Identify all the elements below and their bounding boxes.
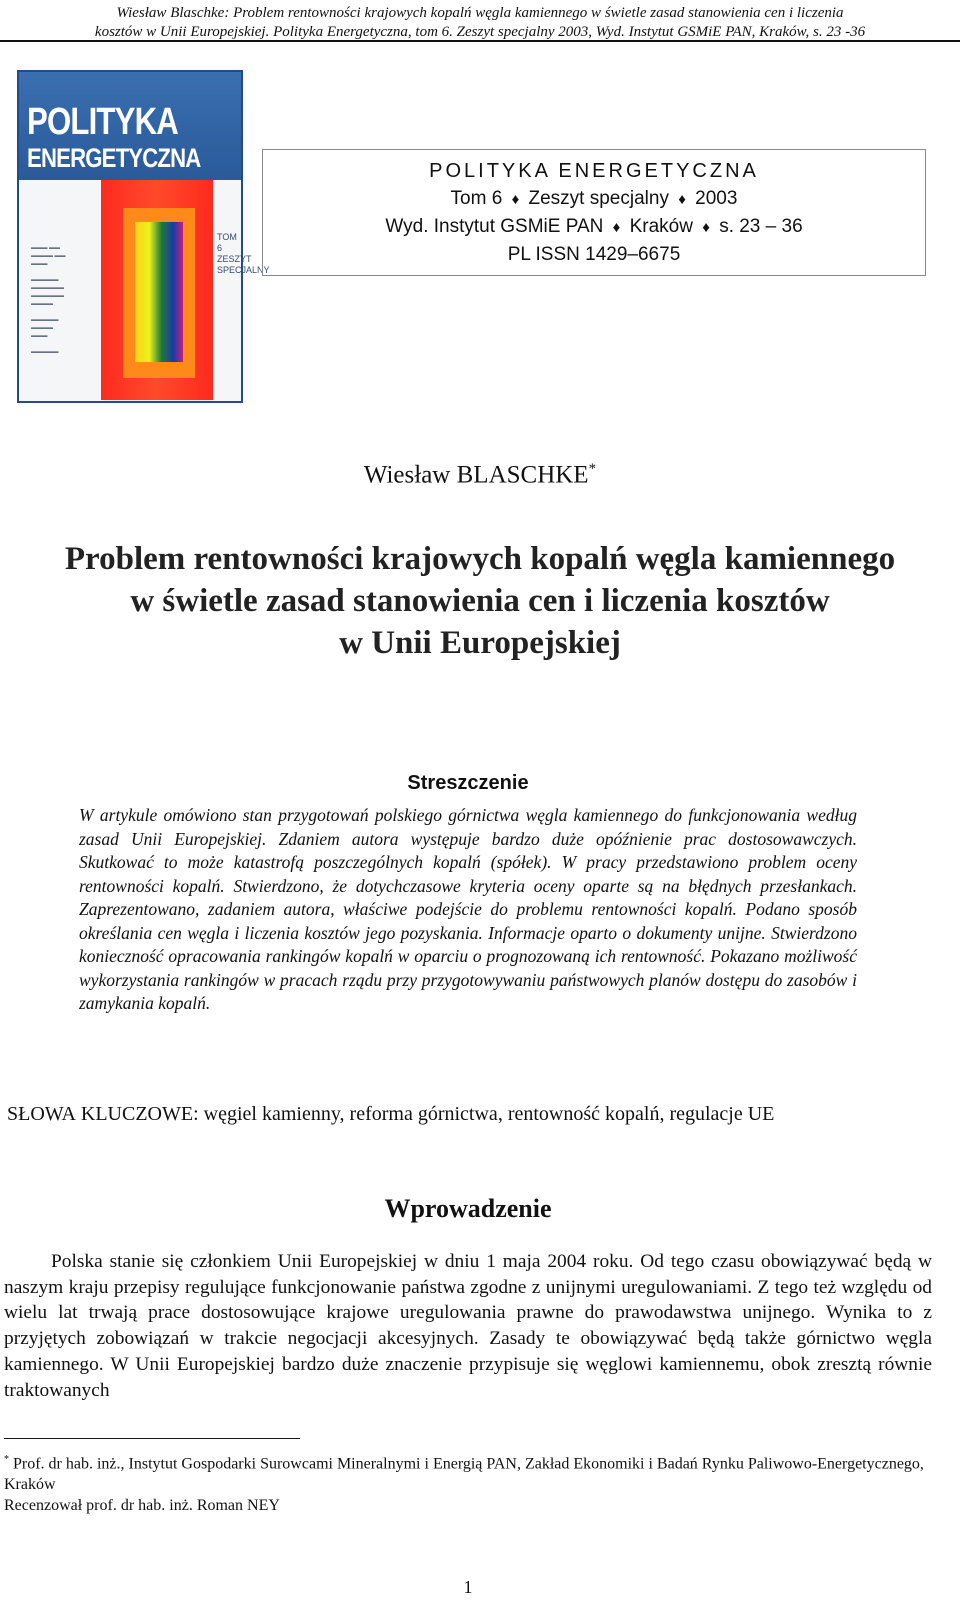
keywords-list: węgiel kamienny, reforma górnictwa, rentowność kopalń, regulacje UE — [203, 1103, 775, 1125]
page-number: 1 — [463, 1577, 473, 1597]
running-header — [0, 4, 960, 42]
keywords-label-initial-1: S — [7, 1103, 19, 1125]
cover-title-line-1: POLITYKA — [27, 101, 178, 143]
journal-issn: PL ISSN 1429–6675 — [507, 244, 681, 265]
keywords-label-rest-2: LUCZOWE — [95, 1103, 194, 1125]
abstract-heading: Streszczenie — [407, 772, 529, 794]
paper-title — [0, 538, 960, 664]
keywords-colon: : — [193, 1103, 199, 1125]
cover-side-line: TOM — [217, 232, 237, 242]
footnote-mark: * — [4, 1454, 9, 1465]
footnote-divider — [4, 1438, 300, 1439]
paper-title-line-2: w świetle zasad stanowienia cen i liczenia kosztów — [130, 583, 830, 619]
cover-artwork — [101, 180, 213, 400]
footnote — [4, 1449, 924, 1516]
running-header-line-2: kosztów w Unii Europejskiej. Polityka Energetyczna, tom 6. Zeszyt specjalny 2003, Wyd. Instytut GSMiE PAN, Kraków, s. 23 -36 — [94, 24, 866, 40]
cover-title-line-2: ENERGETYCZNA — [27, 143, 201, 173]
cover-side-line: SPECJALNY — [217, 265, 270, 275]
footnote-reviewer: Recenzował prof. dr hab. inż. Roman NEY — [4, 1497, 280, 1515]
author-footnote-mark: * — [588, 461, 597, 477]
diamond-separator-icon: ♦ — [702, 219, 710, 236]
author-surname-rest: LASCHKE — [473, 461, 589, 489]
diamond-separator-icon: ♦ — [511, 191, 520, 208]
journal-year: 2003 — [695, 188, 738, 209]
journal-title: POLITYKA ENERGETYCZNA — [429, 160, 759, 182]
cover-fine-print: ▬▬▬ ▬▬ ▬▬▬▬ ▬▬ ▬▬▬ ▬▬▬▬▬ ▬▬▬▬▬▬ ▬▬▬▬▬▬ ▬▬▬▬ ▬▬▬▬▬ ▬▬▬▬ ▬▬▬ ▬▬▬▬▬ — [31, 245, 66, 355]
keywords-label-initial-2: K — [80, 1103, 96, 1125]
author-surname-initial: B — [456, 461, 474, 489]
cover-side-line: 6 — [217, 243, 223, 253]
paper-title-line-1: Problem rentowności krajowych kopalń węgla kamiennego — [64, 541, 896, 577]
introduction-paragraph: Polska stanie się członkiem Unii Europejskiej w dniu 1 maja 2004 roku. Od tego czasu obowiązywać będą w naszym kraju przepisy regulujące funkcjonowanie państwa zgodne z unijnymi uregulowaniami. Z tego też względu od wielu lat trwają prace dostosowujące krajowe uregulowania prawne do prawodawstwa unijnego. Wynika to z przyjętych zobowiązań w trakcie negocjacji akcesyjnych. Zasady te obowiązywać będą także górnictwo węgla kamiennego. W Unii Europejskiej bardzo duże znaczenie przypisuje się węglowi kamiennemu, obok zresztą równie traktowanych — [4, 1251, 932, 1401]
journal-pages: s. 23 – 36 — [719, 216, 803, 237]
footnote-affiliation-text: Prof. dr hab. inż., Instytut Gospodarki Surowcami Mineralnymi i Energią PAN, Zakład Ekonomiki i Badań Rynku Paliwowo-Energetycznego, Kraków — [4, 1455, 924, 1494]
footnote-affiliation — [4, 1449, 924, 1495]
journal-city: Kraków — [629, 216, 693, 237]
journal-volume: Tom 6 — [450, 188, 503, 209]
journal-volume-line — [263, 185, 925, 213]
journal-cover-image — [17, 70, 270, 403]
keywords — [7, 1101, 927, 1127]
cover-side-line: ZESZYT — [217, 254, 252, 264]
journal-info-box — [262, 149, 926, 276]
abstract-text: W artykule omówiono stan przygotowań polskiego górnictwa węgla kamiennego do funkcjonowania według zasad Unii Europejskiej. Zdaniem autora występuje bardzo duże opóźnienie prac dostosowawczych. Skutkować to może katastrofą poszczególnych kopalń (spółek). W pracy przedstawiono problem oceny rentowności kopalń. Stwierdzono, że dotychczasowe kryteria oceny oparte są na błędnych przesłankach. Zaprezentowano, zadaniem autora, właściwe podejście do problemu rentowności kopalń. Podano sposób określania cen węgla i liczenia kosztów jego pozyskania. Informacje oparto o dokumenty unijne. Stwierdzono konieczność opracowania rankingów kopalń w oparciu o prognozowaną ich rentowność. Pokazano możliwość wykorzystania rankingów w pracach rządu przy przygotowywaniu państwowych planów dostępu do zasobów i zamykania kopalń. — [79, 805, 857, 1013]
author-name — [0, 452, 960, 492]
diamond-separator-icon: ♦ — [612, 219, 621, 236]
author-first-name: Wiesław — [363, 461, 451, 489]
running-header-line-1: Wiesław Blaschke: Problem rentowności krajowych kopalń węgla kamiennego w świetle zasad stanowienia cen i liczenia — [116, 5, 844, 21]
journal-issue: Zeszyt specjalny — [528, 188, 669, 209]
paper-title-line-3: w Unii Europejskiej — [339, 625, 621, 661]
section-heading-introduction: Wprowadzenie — [384, 1194, 552, 1223]
journal-publisher-line — [263, 213, 925, 241]
keywords-label-rest-1: ŁOWA — [18, 1103, 76, 1125]
header-divider — [0, 40, 960, 42]
journal-publisher: Wyd. Instytut GSMiE PAN — [385, 216, 604, 237]
diamond-separator-icon: ♦ — [678, 191, 686, 208]
